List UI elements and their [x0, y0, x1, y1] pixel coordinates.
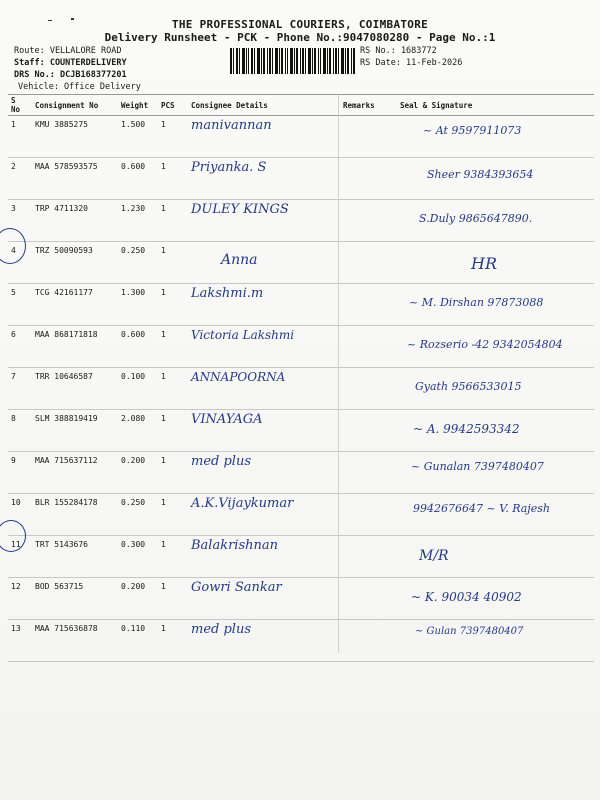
row-remarks: [340, 620, 386, 662]
row-sno: 9: [8, 452, 32, 494]
table-row: [8, 452, 594, 494]
route-label: Route: VELLALORE ROAD: [14, 46, 122, 56]
signature-handwriting: ~ Gunalan 7397480407: [411, 460, 544, 473]
consignee-handwriting: VINAYAGA: [191, 412, 263, 427]
row-weight: 0.200: [118, 578, 158, 620]
table-row: [8, 410, 594, 452]
row-consignment: BLR 155284178: [32, 494, 118, 536]
column-header-consignment: Consignment No: [32, 95, 118, 116]
table-row: [8, 368, 594, 410]
row-weight: 0.250: [118, 494, 158, 536]
staff-label: Staff: COUNTERDELIVERY: [14, 58, 127, 68]
row-weight: 1.300: [118, 284, 158, 326]
row-consignment: MAA 578593575: [32, 158, 118, 200]
consignee-handwriting: med plus: [191, 622, 251, 637]
signature-handwriting: ~ A. 9942593342: [413, 422, 520, 436]
row-consignee: [188, 200, 340, 242]
row-pcs: 1: [158, 620, 188, 662]
runsheet-table: [8, 94, 594, 662]
row-weight: 0.100: [118, 368, 158, 410]
row-consignee: [188, 158, 340, 200]
row-pcs: 1: [158, 368, 188, 410]
row-remarks: [340, 410, 386, 452]
drs-number: DRS No.: DCJB168377201: [14, 70, 127, 80]
row-pcs: 1: [158, 452, 188, 494]
row-remarks: [340, 494, 386, 536]
consignee-handwriting: Balakrishnan: [191, 538, 279, 553]
row-weight: 0.600: [118, 158, 158, 200]
row-consignment: KMU 3885275: [32, 116, 118, 158]
row-weight: 1.230: [118, 200, 158, 242]
remarks-divider: [338, 95, 339, 653]
row-consignee: [188, 368, 340, 410]
row-consignment: MAA 715636878: [32, 620, 118, 662]
document-title: THE PROFESSIONAL COURIERS, COIMBATORE: [171, 18, 429, 31]
table-row: [8, 116, 594, 158]
row-weight: 0.300: [118, 536, 158, 578]
row-consignment: SLM 388819419: [32, 410, 118, 452]
row-signature: [386, 368, 594, 410]
signature-handwriting: ~ Gulan 7397480407: [415, 626, 524, 637]
row-signature: [386, 116, 594, 158]
consignee-handwriting: med plus: [191, 454, 251, 469]
consignee-handwriting: Gowri Sankar: [191, 580, 282, 595]
consignee-handwriting: DULEY KINGS: [191, 202, 289, 217]
consignee-handwriting: Priyanka. S: [191, 160, 267, 175]
row-consignment: TRR 10646587: [32, 368, 118, 410]
row-remarks: [340, 158, 386, 200]
row-weight: 0.200: [118, 452, 158, 494]
row-weight: 2.080: [118, 410, 158, 452]
consignee-handwriting: ANNAPOORNA: [191, 370, 286, 384]
row-sno: 10: [8, 494, 32, 536]
row-weight: 0.600: [118, 326, 158, 368]
barcode-image: [230, 48, 355, 74]
table-row: [8, 284, 594, 326]
row-consignment: BOD 563715: [32, 578, 118, 620]
table-row: [8, 620, 594, 662]
rs-date: RS Date: 11-Feb-2026: [360, 58, 463, 68]
row-consignment: TRZ 50090593: [32, 242, 118, 284]
row-sno: 1: [8, 116, 32, 158]
row-sno: 11: [8, 536, 32, 578]
column-header-pcs: PCS: [158, 95, 188, 116]
row-sno: 2: [8, 158, 32, 200]
table-row: [8, 242, 594, 284]
signature-handwriting: Gyath 9566533015: [415, 380, 522, 393]
document-subtitle: Delivery Runsheet - PCK - Phone No.:9047080280 - Page No.:1: [104, 31, 496, 44]
row-pcs: 1: [158, 536, 188, 578]
consignee-handwriting: Victoria Lakshmi: [191, 328, 295, 342]
row-pcs: 1: [158, 158, 188, 200]
signature-handwriting: Sheer 9384393654: [427, 168, 534, 181]
row-remarks: [340, 536, 386, 578]
row-consignee: [188, 326, 340, 368]
row-remarks: [340, 116, 386, 158]
row-remarks: [340, 284, 386, 326]
row-pcs: 1: [158, 242, 188, 284]
row-signature: [386, 536, 594, 578]
column-header-weight: Weight: [118, 95, 158, 116]
column-header-sno: S No: [8, 95, 32, 116]
row-consignment: MAA 868171818: [32, 326, 118, 368]
row-sno: 13: [8, 620, 32, 662]
table-row: [8, 158, 594, 200]
row-consignee: [188, 284, 340, 326]
row-sno: 4: [8, 242, 32, 284]
row-consignment: TRP 4711320: [32, 200, 118, 242]
row-pcs: 1: [158, 494, 188, 536]
table-header-row: [8, 95, 594, 116]
table-row: [8, 578, 594, 620]
signature-handwriting: S.Duly 9865647890.: [419, 212, 533, 225]
row-signature: [386, 200, 594, 242]
signature-handwriting: ~ K. 90034 40902: [411, 590, 522, 604]
table-row: [8, 326, 594, 368]
signature-handwriting: HR: [471, 254, 497, 273]
row-remarks: [340, 452, 386, 494]
signature-handwriting: 9942676647 ~ V. Rajesh: [413, 502, 550, 515]
row-pcs: 1: [158, 284, 188, 326]
row-consignee: [188, 536, 340, 578]
row-signature: [386, 620, 594, 662]
row-consignee: [188, 494, 340, 536]
row-consignee: [188, 410, 340, 452]
row-signature: [386, 410, 594, 452]
row-signature: [386, 494, 594, 536]
consignee-handwriting: A.K.Vijaykumar: [191, 496, 294, 511]
row-pcs: 1: [158, 116, 188, 158]
row-sno: 6: [8, 326, 32, 368]
row-remarks: [340, 200, 386, 242]
row-consignee: [188, 116, 340, 158]
row-pcs: 1: [158, 326, 188, 368]
signature-handwriting: ~ At 9597911073: [423, 124, 522, 137]
row-sno: 7: [8, 368, 32, 410]
table-row: [8, 200, 594, 242]
row-consignee: [188, 452, 340, 494]
row-signature: [386, 284, 594, 326]
row-remarks: [340, 578, 386, 620]
row-consignment: TRT 5143676: [32, 536, 118, 578]
vehicle-label: Vehicle: Office Delivery: [18, 82, 141, 92]
row-signature: [386, 242, 594, 284]
row-remarks: [340, 368, 386, 410]
row-consignee: [188, 620, 340, 662]
row-weight: 0.250: [118, 242, 158, 284]
row-remarks: [340, 242, 386, 284]
row-remarks: [340, 326, 386, 368]
rs-number: RS No.: 1683772: [360, 46, 437, 56]
row-consignment: MAA 715637112: [32, 452, 118, 494]
row-signature: [386, 578, 594, 620]
signature-handwriting: ~ M. Dirshan 97873088: [409, 296, 544, 309]
consignee-handwriting: Anna: [221, 252, 258, 268]
row-sno: 12: [8, 578, 32, 620]
row-sno: 8: [8, 410, 32, 452]
consignee-handwriting: manivannan: [191, 118, 272, 133]
row-sno: 3: [8, 200, 32, 242]
consignee-handwriting: Lakshmi.m: [191, 286, 264, 301]
row-weight: 0.110: [118, 620, 158, 662]
row-pcs: 1: [158, 200, 188, 242]
row-signature: [386, 158, 594, 200]
signature-handwriting: M/R: [419, 548, 449, 564]
table-row: [8, 536, 594, 578]
row-pcs: 1: [158, 578, 188, 620]
column-header-seal: Seal & Signature: [386, 95, 594, 116]
row-consignment: TCG 42161177: [32, 284, 118, 326]
row-signature: [386, 452, 594, 494]
row-consignee: [188, 242, 340, 284]
column-header-remarks: Remarks: [340, 95, 386, 116]
row-sno: 5: [8, 284, 32, 326]
table-row: [8, 494, 594, 536]
row-weight: 1.500: [118, 116, 158, 158]
row-signature: [386, 326, 594, 368]
row-pcs: 1: [158, 410, 188, 452]
signature-handwriting: ~ Rozserio -42 9342054804: [407, 338, 563, 351]
column-header-consignee: Consignee Details: [188, 95, 340, 116]
row-consignee: [188, 578, 340, 620]
